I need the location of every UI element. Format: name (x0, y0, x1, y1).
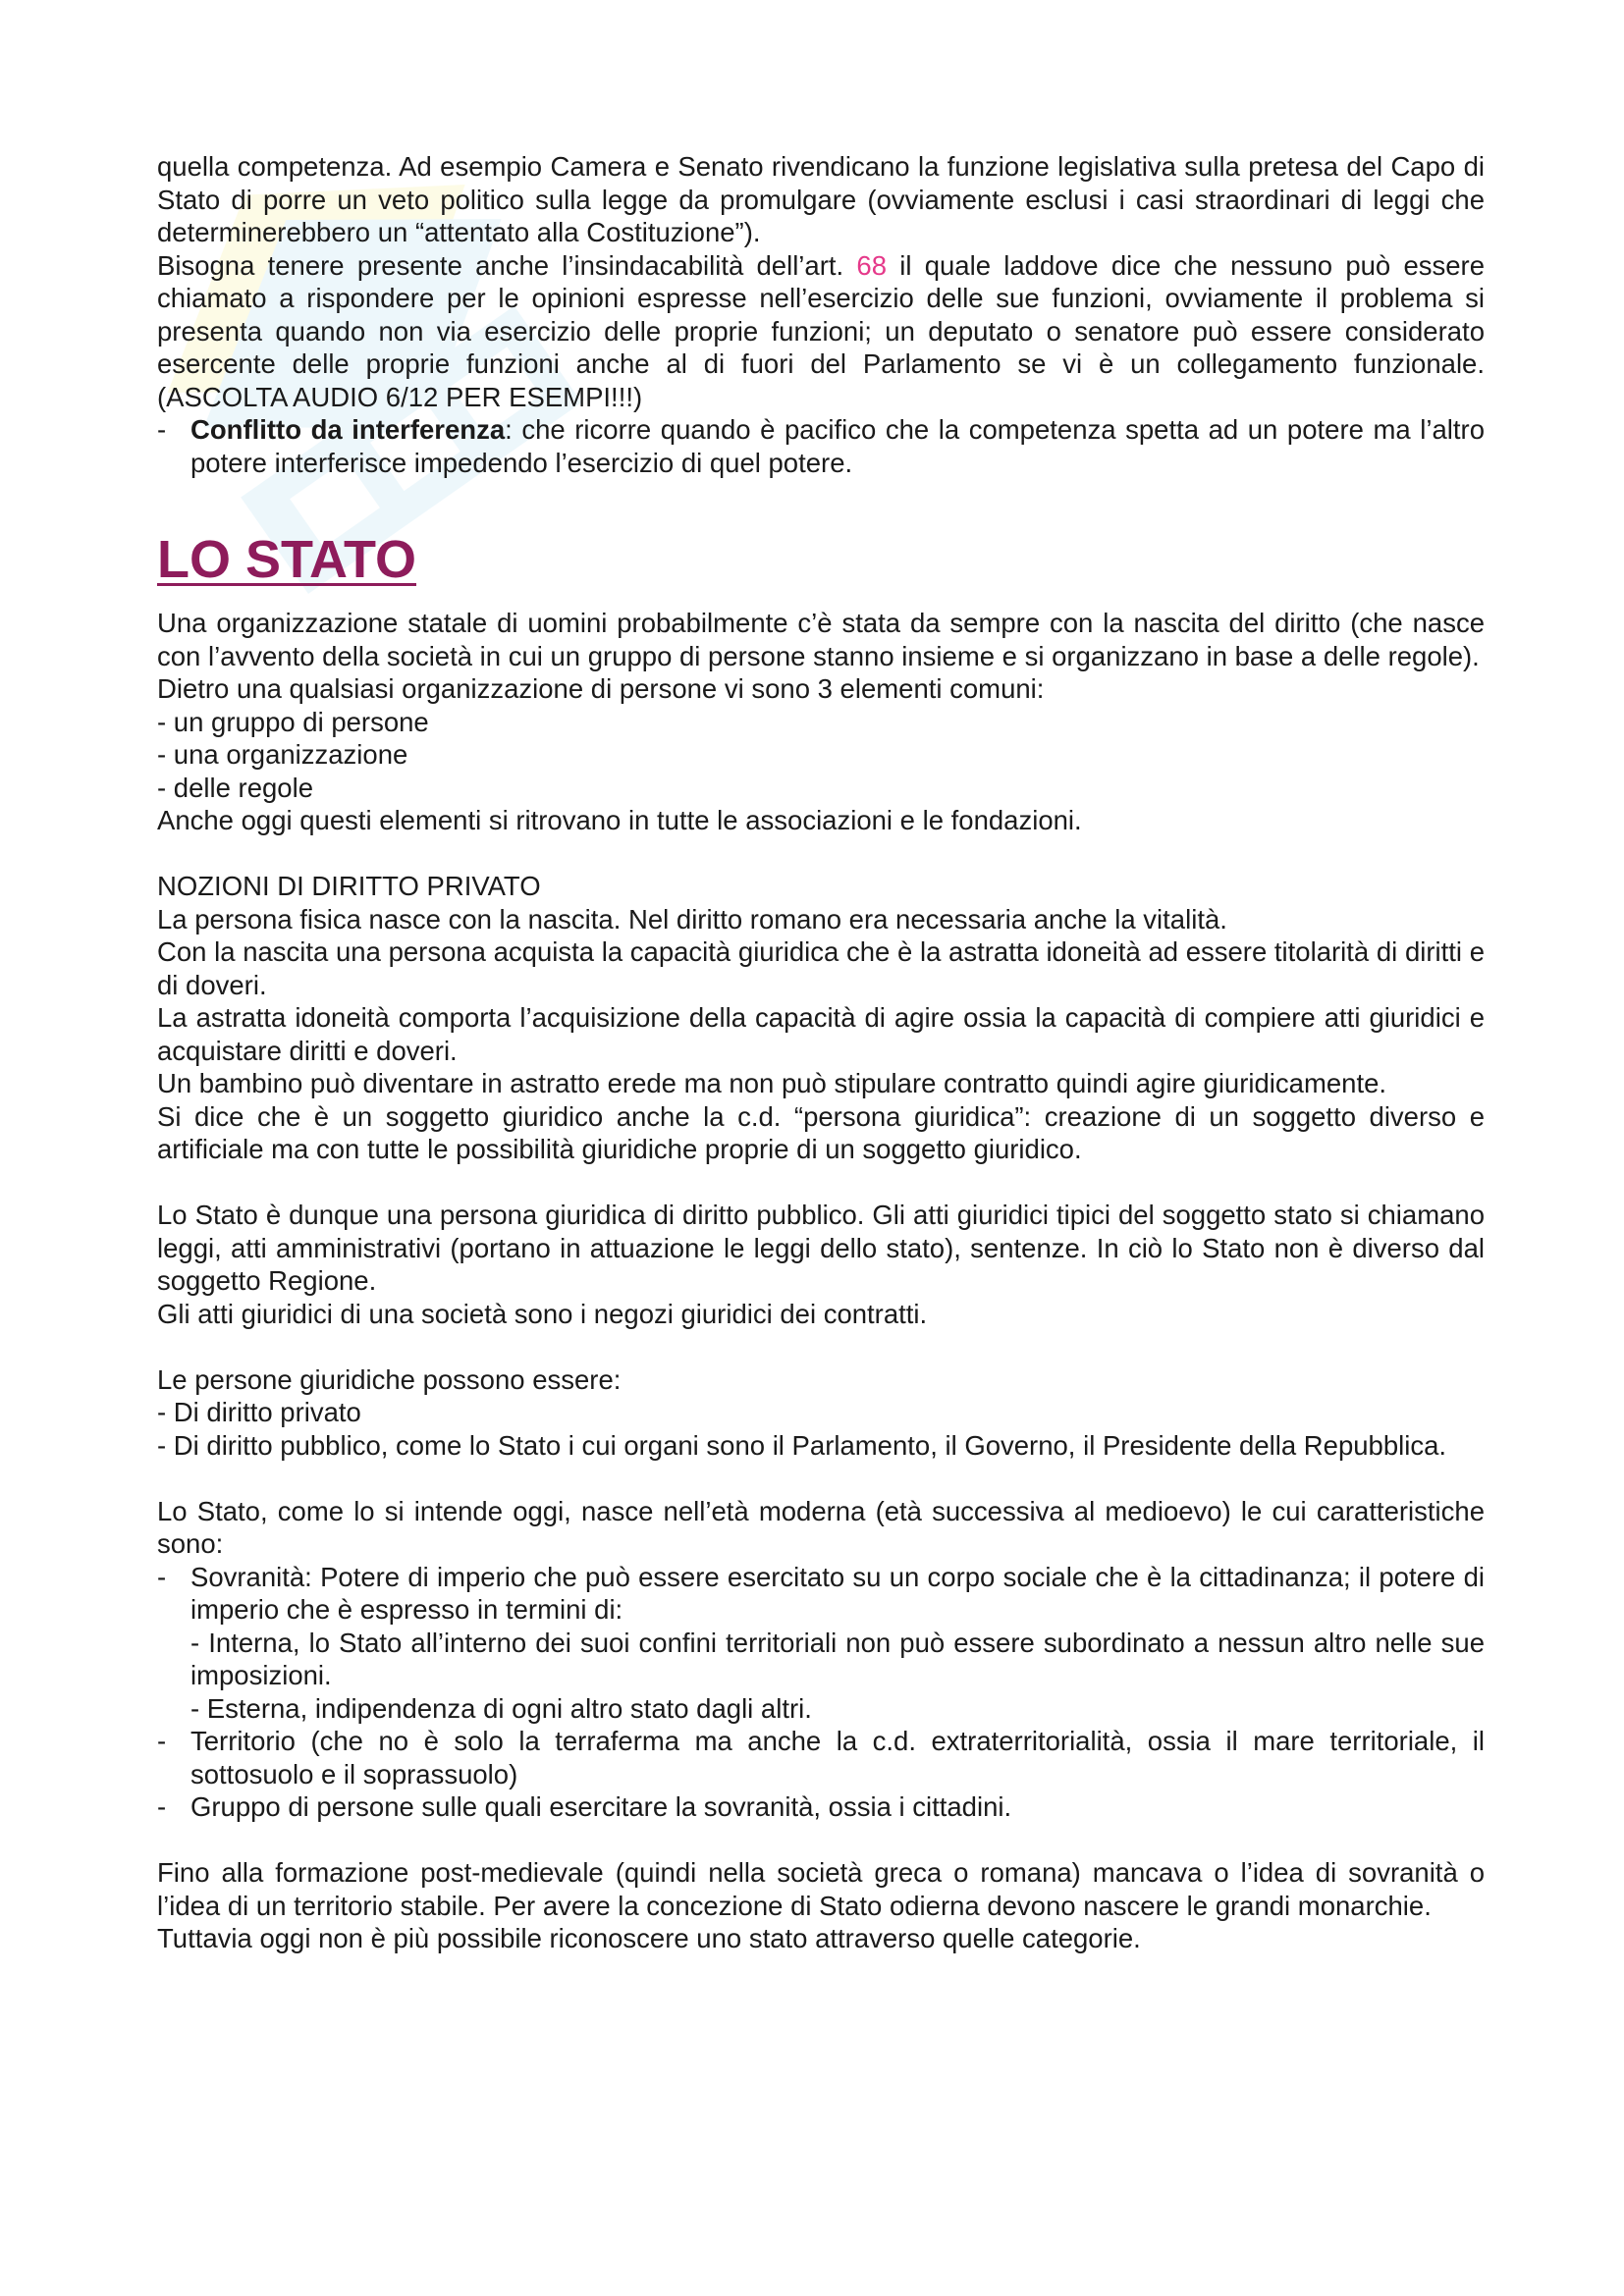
section-title-wrapper (157, 479, 1485, 607)
stato-paragraph-1: Una organizzazione statale di uomini probabilmente c’è stata da sempre con la nascita del diritto (che nasce con l’avvento della società in cui un gruppo di persone stanno insieme e si organizzano in base a delle regole). (157, 608, 1485, 671)
interference-bullet (157, 413, 1485, 479)
stato-paragraph-7: Un bambino può diventare in astratto erede ma non può stipulare contratto quindi agire giuridicamente. (157, 1068, 1387, 1098)
bullet-text: Gruppo di persone sulle quali esercitare la sovranità, ossia i cittadini. (190, 1791, 1012, 1822)
intro-paragraph-2 (157, 249, 1485, 414)
subheading: NOZIONI DI DIRITTO PRIVATO (157, 871, 541, 901)
stato-paragraph-14: Tuttavia oggi non è più possibile riconoscere uno stato attraverso quelle categorie. (157, 1923, 1141, 1953)
stato-paragraph-8: Si dice che è un soggetto giuridico anche la c.d. “persona giuridica”: creazione di un soggetto diverso e artificiale ma con tutte le possibilità giuridiche proprie di un soggetto giuridico. (157, 1100, 1485, 1164)
bullet-dash: - (157, 1726, 167, 1756)
list-item: - delle regole (157, 772, 313, 803)
document-page (157, 150, 1485, 1955)
list-item: - una organizzazione (157, 739, 408, 770)
sub-bullet-external: - Esterna, indipendenza di ogni altro stato dagli altri. (190, 1692, 812, 1724)
characteristic-bullet-territory (157, 1725, 1485, 1790)
intro-paragraph-2-end: il quale laddove dice che nessuno può essere chiamato a rispondere per le opinioni espresse nell’esercizio delle sue funzioni, ovviamente il problema si presenta quando non via esercizio delle proprie funzioni; un deputato o senatore può essere considerato esercente delle proprie funzioni anche al di fuori del Parlamento se vi è un collegamento funzionale. (ASCOLTA AUDIO 6/12 PER ESEMPI!!!) (157, 249, 1485, 412)
stato-paragraph-4: La persona fisica nasce con la nascita. Nel diritto romano era necessaria anche la vitalità. (157, 903, 1227, 934)
stato-paragraph-13: Fino alla formazione post-medievale (quindi nella società greca o romana) mancava o l’idea di sovranità o l’idea di un territorio stabile. Per avere la concezione di Stato odierna devono nascere le grandi monarchie. (157, 1857, 1485, 1921)
bullet-text: Sovranità: Potere di imperio che può essere esercitato su un corpo sociale che è la cittadinanza; il potere di imperio che è espresso in termini di: (190, 1561, 1485, 1625)
stato-paragraph-3: Anche oggi questi elementi si ritrovano in tutte le associazioni e le fondazioni. (157, 805, 1082, 835)
section-title: LO STATO (157, 530, 416, 589)
bullet-text (190, 413, 1485, 479)
stato-paragraph-12: Lo Stato, come lo si intende oggi, nasce nell’età moderna (età successiva al medioevo) le cui caratteristiche sono: (157, 1495, 1485, 1559)
characteristic-bullet-people (157, 1790, 1485, 1824)
stato-paragraph-11: Le persone giuridiche possono essere: (157, 1363, 622, 1395)
stato-paragraph-5: Con la nascita una persona acquista la capacità giuridica che è la astratta idoneità ad essere titolarità di diritti e di doveri. (157, 936, 1485, 1000)
bullet-text: Territorio (che no è solo la terraferma ma anche la c.d. extraterritorialità, ossia il mare territoriale, il sottosuolo e il soprassuolo) (190, 1726, 1485, 1789)
bullet-bold-term: Conflitto da interferenza (190, 414, 506, 445)
list-item: - Di diritto privato (157, 1397, 361, 1427)
characteristic-bullet-sovereignty (157, 1561, 1485, 1627)
stato-paragraph-10: Gli atti giuridici di una società sono i negozi giuridici dei contratti. (157, 1298, 928, 1329)
intro-paragraph-1: quella competenza. Ad esempio Camera e Senato rivendicano la funzione legislativa sulla pretesa del Capo di Stato di porre un veto politico sulla legge da promulgare (ovviamente esclusi i casi straordinari di leggi che determinerebbero un “attentato alla Costituzione”). (157, 151, 1485, 247)
bullet-dash: - (157, 1791, 167, 1822)
bullet-definition: : che ricorre quando è pacifico che la competenza spetta ad un potere ma l’altro potere interferisce impedendo l’esercizio di quel potere. (190, 414, 1485, 478)
bullet-dash: - (157, 414, 167, 445)
list-item: - un gruppo di persone (157, 706, 429, 737)
sub-bullet-internal: - Interna, lo Stato all’interno dei suoi confini territoriali non può essere subordinato a nessun altro nelle sue imposizioni. (190, 1627, 1485, 1690)
intro-paragraph-2-start: Bisogna tenere presente anche l’insindacabilità dell’art. (157, 249, 857, 281)
stato-paragraph-2: Dietro una qualsiasi organizzazione di persone vi sono 3 elementi comuni: (157, 673, 1045, 704)
stato-paragraph-9: Lo Stato è dunque una persona giuridica di diritto pubblico. Gli atti giuridici tipici del soggetto stato si chiamano leggi, atti amministrativi (portano in attuazione le leggi dello stato), sentenze. In ciò lo Stato non è diverso dal soggetto Regione. (157, 1200, 1485, 1296)
list-item: - Di diritto pubblico, come lo Stato i cui organi sono il Parlamento, il Governo, il Presidente della Repubblica. (157, 1429, 1447, 1461)
bullet-dash: - (157, 1561, 167, 1592)
stato-paragraph-6: La astratta idoneità comporta l’acquisizione della capacità di agire ossia la capacità di compiere atti giuridici e acquistare diritti e doveri. (157, 1002, 1485, 1066)
article-number: 68 (856, 249, 887, 281)
